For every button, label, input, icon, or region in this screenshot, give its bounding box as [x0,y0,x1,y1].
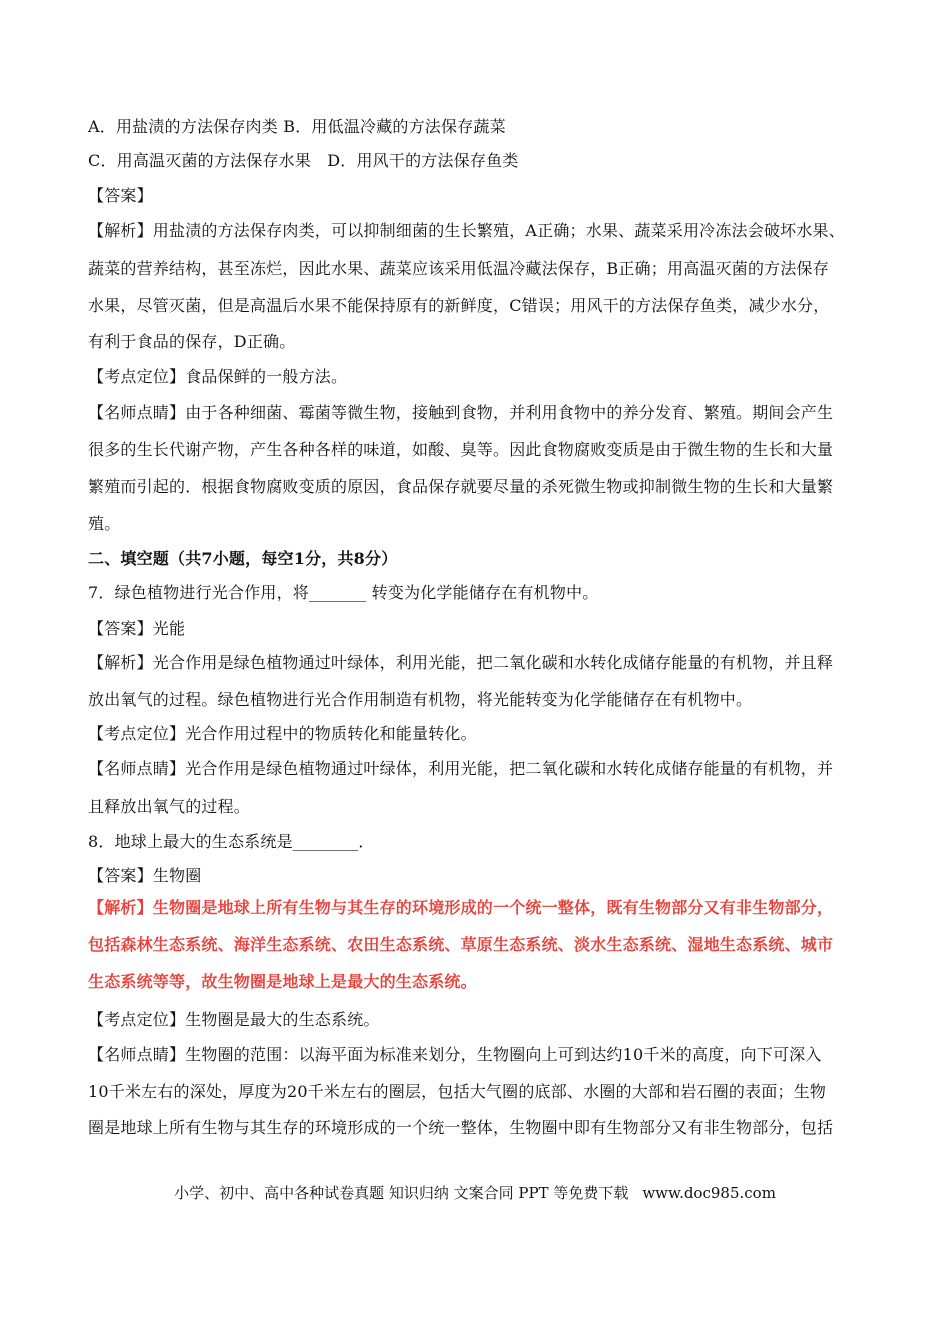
q7-kaodian: 【考点定位】光合作用过程中的物质转化和能量转化。 [88,724,477,743]
q7-analysis-line: 放出氧气的过程。绿色植物进行光合作用制造有机物，将光能转变为化学能储存在有机物中。 [88,690,753,709]
q8-kaodian: 【考点定位】生物圈是最大的生态系统。 [88,1010,380,1029]
page-footer [0,1183,950,1203]
q8-mingshi-line: 【名师点睛】生物圈的范围：以海平面为标准来划分，生物圈向上可到达约10千米的高度，向下可深入 [88,1045,822,1064]
q8-analysis-line: 【解析】生物圈是地球上所有生物与其生存的环境形成的一个统一整体，既有生物部分又有非生物部分， [88,898,834,917]
q6-mingshi-line: 殖。 [88,514,121,533]
q8-mingshi-line: 10千米左右的深处，厚度为20千米左右的圈层，包括大气圈的底部、水圈的大部和岩石圈的表面；生物 [88,1082,827,1101]
q6-mingshi-line: 繁殖而引起的．根据食物腐败变质的原因，食品保存就要尽量的杀死微生物或抑制微生物的生长和大量繁 [88,477,834,496]
q6-analysis-line: 【解析】用盐渍的方法保存肉类，可以抑制细菌的生长繁殖，A正确；水果、蔬菜采用冷冻法会破坏水果、 [88,221,845,240]
q7-analysis-line: 【解析】光合作用是绿色植物通过叶绿体，利用光能，把二氧化碳和水转化成储存能量的有机物，并且释 [88,653,834,672]
footer-site-link[interactable]: www.doc985.com [642,1184,776,1202]
q6-analysis-line: 有利于食品的保存，D正确。 [88,332,296,351]
q8-analysis-line: 生态系统等等，故生物圈是地球上是最大的生态系统。 [88,972,477,991]
q6-mingshi-line: 【名师点睛】由于各种细菌、霉菌等微生物，接触到食物，并利用食物中的养分发育、繁殖。期间会产生 [88,403,834,422]
q6-analysis-line: 蔬菜的营养结构，甚至冻烂，因此水果、蔬菜应该采用低温冷藏法保存，B正确；用高温灭菌的方法保存 [88,259,829,278]
q6-mingshi-line: 很多的生长代谢产物，产生各种各样的味道，如酸、臭等。因此食物腐败变质是由于微生物的生长和大量 [88,440,834,459]
q7-mingshi-line: 且释放出氧气的过程。 [88,797,251,816]
q8-mingshi-line: 圈是地球上所有生物与其生存的环境形成的一个统一整体，生物圈中即有生物部分又有非生物部分，包括 [88,1118,834,1137]
section-heading: 二、填空题（共7小题，每空1分，共8分） [88,549,398,568]
q6-analysis-line: 水果，尽管灭菌，但是高温后水果不能保持原有的新鲜度，C错误；用风干的方法保存鱼类，减少水分， [88,296,830,315]
q8-stem: 8．地球上最大的生态系统是________． [88,832,375,851]
q7-stem: 7．绿色植物进行光合作用，将_______ 转变为化学能储存在有机物中。 [88,583,599,602]
q7-mingshi-line: 【名师点睛】光合作用是绿色植物通过叶绿体，利用光能，把二氧化碳和水转化成储存能量的有机物，并 [88,759,834,778]
q6-kaodian: 【考点定位】食品保鲜的一般方法。 [88,367,348,386]
q6-options-line-1: A．用盐渍的方法保存肉类 B．用低温冷藏的方法保存蔬菜 [88,117,506,136]
q6-options-line-2: C．用高温灭菌的方法保存水果 D．用风干的方法保存鱼类 [88,151,519,170]
q6-answer-label: 【答案】 [88,186,153,205]
footer-text: 小学、初中、高中各种试卷真题 知识归纳 文案合同 PPT 等免费下载 [174,1184,629,1202]
q8-analysis-line: 包括森林生态系统、海洋生态系统、农田生态系统、草原生态系统、淡水生态系统、湿地生态系统、城市 [88,935,834,954]
q7-answer: 【答案】光能 [88,619,186,638]
q8-answer: 【答案】生物圈 [88,866,202,885]
